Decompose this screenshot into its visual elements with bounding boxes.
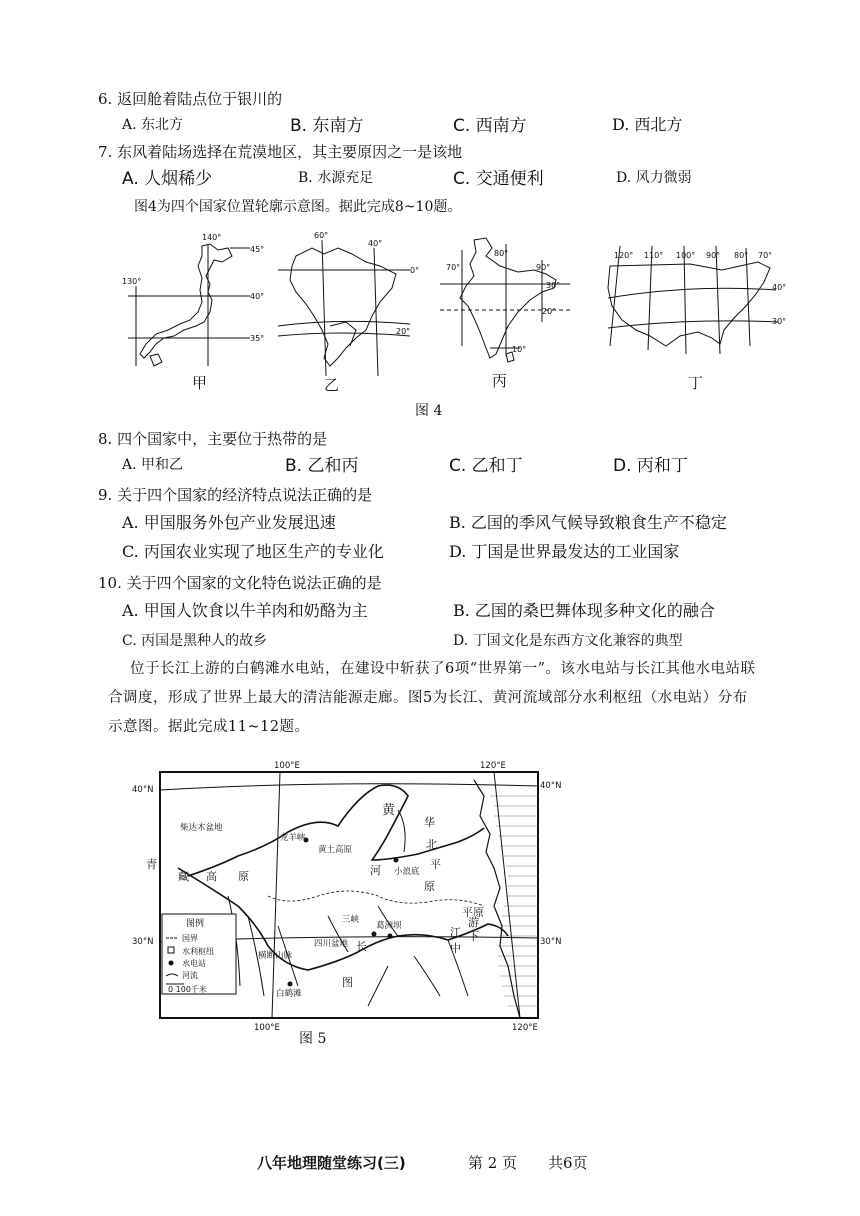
jia-lon-130: 130° — [122, 277, 142, 286]
gezhouba-label: 葛洲坝 — [376, 921, 402, 931]
legend-hub: 水利枢纽 — [182, 947, 214, 956]
bei-label: 北 — [426, 838, 437, 851]
jia-lat-45: 45° — [250, 245, 265, 254]
q6-option-b: B. 东南方 — [290, 116, 364, 136]
bing-lat-30: 30° — [546, 281, 561, 290]
qaidam-label: 柴达木盆地 — [180, 823, 223, 833]
hua-label: 华 — [424, 816, 435, 829]
baihetan-label: 白鹤滩 — [276, 989, 302, 999]
zhong-label: 中 — [450, 942, 461, 955]
chang-label: 长 — [356, 940, 367, 953]
you-label: 游 — [468, 916, 479, 929]
ding-lon-70: 70° — [758, 251, 773, 260]
legend-river: 河流 — [182, 971, 198, 980]
bing-lon-70: 70° — [446, 263, 461, 272]
he-label: 河 — [370, 864, 381, 877]
map-ding — [608, 246, 778, 354]
lat-40-right: 40°N — [540, 781, 562, 791]
figure-4 — [110, 226, 790, 396]
q8-option-b: B. 乙和丙 — [285, 456, 359, 476]
q6-option-c: C. 西南方 — [453, 116, 527, 136]
yuan2-label: 原 — [424, 880, 435, 893]
tu-label: 图 — [342, 976, 353, 989]
figure5-caption: 图 5 — [299, 1031, 327, 1047]
q10-option-c: C. 丙国是黑种人的故乡 — [122, 633, 268, 649]
jia-lon-140: 140° — [202, 233, 222, 242]
yi-lat-20: 20° — [396, 327, 411, 336]
lon-120-top: 120°E — [480, 761, 506, 771]
sanxia-marker — [372, 932, 377, 937]
question-8-stem: 8. 四个国家中，主要位于热带的是 — [98, 430, 328, 448]
bing-lon-90: 90° — [536, 263, 551, 272]
q8-option-a: A. 甲和乙 — [122, 457, 184, 473]
q10-option-b: B. 乙国的桑巴舞体现多种文化的融合 — [453, 601, 715, 620]
gao-label: 高 — [206, 870, 217, 883]
q9-option-d: D. 丁国是世界最发达的工业国家 — [449, 542, 680, 561]
bing-lon-80: 80° — [494, 249, 509, 258]
ding-lon-100: 100° — [676, 251, 696, 260]
lat-40-left: 40°N — [132, 785, 154, 795]
legend-station: 水电站 — [182, 959, 206, 968]
q7-option-b: B. 水源充足 — [298, 170, 374, 186]
jiang-label: 江 — [450, 926, 461, 939]
bing-lat-20: 20° — [542, 307, 557, 316]
yi-lon-40: 40° — [368, 239, 383, 248]
q9-option-a: A. 甲国服务外包产业发展迅速 — [122, 513, 336, 532]
q10-option-a: A. 甲国人饮食以牛羊肉和奶酪为主 — [122, 601, 368, 620]
figure-5 — [128, 756, 568, 1030]
legend-scale: 0 100千米 — [168, 985, 207, 994]
zang-label: 藏 — [178, 870, 189, 883]
passage-figure5: 位于长江上游的白鹤滩水电站，在建设中斩获了6项“世界第一”。该水电站与长江其他水电站联合调度，形成了世界上最大的清洁能源走廊。图5为长江、黄河流域部分水利枢纽（水电站）分布示意图。据此完成11~12题。 — [108, 661, 756, 735]
qing-label: 青 — [146, 858, 157, 871]
legend-border: 国界 — [182, 934, 198, 943]
xiaolangdi-marker — [394, 858, 399, 863]
q8-option-c: C. 乙和丁 — [449, 456, 523, 476]
question-9-stem: 9. 关于四个国家的经济特点说法正确的是 — [98, 486, 373, 504]
ding-lon-120: 120° — [614, 251, 634, 260]
sanxia-label: 三峡 — [342, 915, 360, 925]
question-6-stem: 6. 返回舱着陆点位于银川的 — [98, 90, 283, 108]
lon-120-bottom: 120°E — [512, 1023, 538, 1030]
yuan-label: 原 — [238, 870, 249, 883]
map-label-ding: 丁 — [688, 374, 704, 392]
yi-lat-0: 0° — [410, 266, 420, 275]
q7-option-a: A. 人烟稀少 — [122, 169, 213, 189]
footer-page — [468, 1152, 517, 1173]
figure4-intro: 图4为四个国家位置轮廓示意图。据此完成8~10题。 — [134, 199, 462, 215]
footer-title: 八年地理随堂练习(三) — [257, 1154, 406, 1172]
huang-label: 黄 — [382, 803, 396, 818]
jia-lat-35: 35° — [250, 334, 265, 343]
lat-30-right: 30°N — [540, 937, 562, 947]
footer-page-number: 第 2 页 — [468, 1154, 518, 1172]
ding-lat-40: 40° — [772, 283, 787, 292]
ding-lat-30: 30° — [772, 317, 787, 326]
figure4-caption: 图 4 — [415, 403, 443, 419]
question-7-stem: 7. 东风着陆场选择在荒漠地区，其主要原因之一是该地 — [98, 143, 463, 161]
footer-total — [548, 1152, 588, 1173]
question-10-stem: 10. 关于四个国家的文化特色说法正确的是 — [98, 574, 382, 592]
sichuan-label: 四川盆地 — [314, 939, 349, 949]
ding-lon-90: 90° — [706, 251, 721, 260]
gezhouba-marker — [388, 934, 393, 939]
q6-option-d: D. 西北方 — [612, 115, 683, 134]
ding-lon-80: 80° — [734, 251, 749, 260]
lon-100-bottom: 100°E — [254, 1023, 280, 1030]
q9-option-c: C. 丙国农业实现了地区生产的专业化 — [122, 542, 384, 561]
xiaolangdi-label: 小浪底 — [394, 867, 420, 877]
legend-title: 图例 — [186, 919, 205, 929]
ping-label: 平 — [430, 858, 441, 871]
q7-option-c: C. 交通便利 — [453, 169, 544, 189]
q10-option-d: D. 丁国文化是东西方文化兼容的典型 — [453, 633, 683, 649]
q9-option-b: B. 乙国的季风气候导致粮食生产不稳定 — [449, 513, 727, 532]
huangtu-label: 黄土高原 — [318, 845, 353, 855]
baihetan-marker — [288, 982, 293, 987]
xia-label: 下 — [468, 930, 479, 943]
footer-total-pages: 共6页 — [548, 1154, 588, 1172]
longyangxia-label: 龙羊峡 — [280, 833, 306, 843]
q6-option-a: A. 东北方 — [122, 117, 184, 133]
lon-100-top: 100°E — [274, 761, 300, 771]
map-label-jia: 甲 — [192, 374, 208, 392]
bing-lat-10: 10° — [512, 345, 527, 354]
lat-30-left: 30°N — [132, 937, 154, 947]
hengduan-label: 横断山脉 — [258, 951, 293, 961]
pingyuan-label: 平原 — [462, 906, 484, 919]
yi-lon-60: 60° — [314, 231, 329, 240]
q7-option-d: D. 风力微弱 — [616, 170, 692, 186]
q8-option-d: D. 丙和丁 — [613, 456, 688, 476]
jia-lat-40: 40° — [250, 292, 265, 301]
ding-lon-110: 110° — [644, 251, 664, 260]
map-label-bing: 丙 — [492, 372, 508, 390]
map-jia — [128, 244, 250, 366]
map-label-yi: 乙 — [324, 376, 340, 394]
map-yi — [278, 240, 410, 376]
